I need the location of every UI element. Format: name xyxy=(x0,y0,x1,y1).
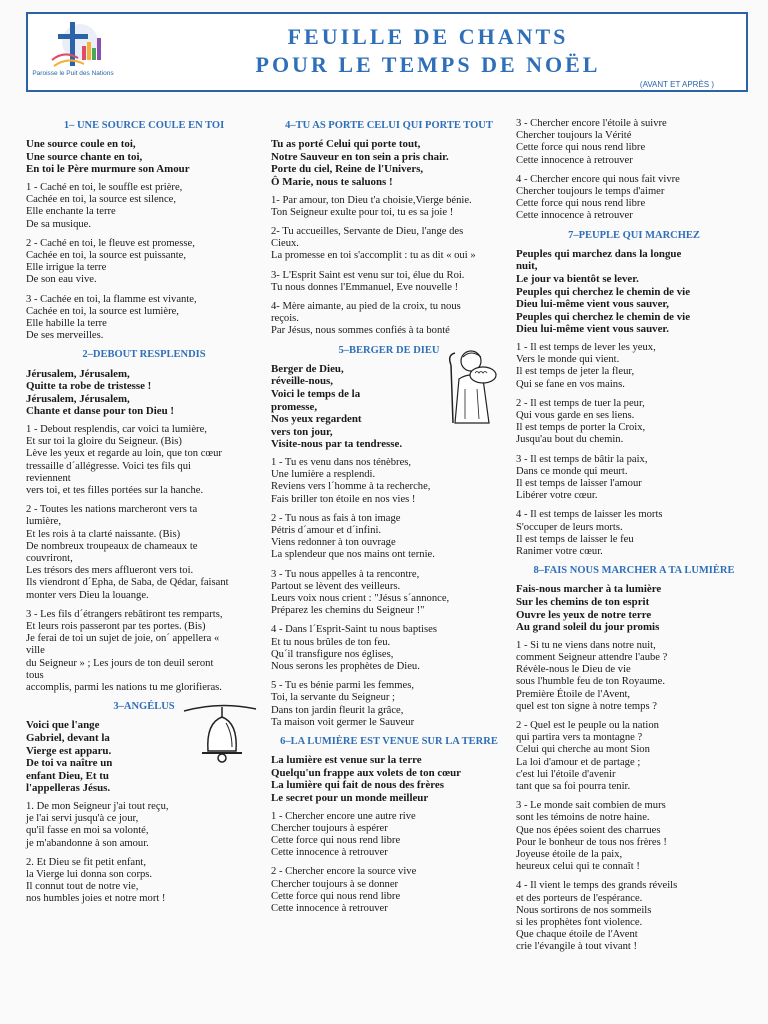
text-line: Toi, la servante du Seigneur ; xyxy=(271,692,395,704)
column-1 xyxy=(26,118,262,913)
logo-caption: Paroisse le Puit des Nations xyxy=(32,70,114,77)
text-line: Cette force qui nous rend libre xyxy=(516,142,646,154)
song-title: 8–FAIS NOUS MARCHER A TA LUMIÈRE xyxy=(533,565,735,577)
song-2 xyxy=(26,349,262,694)
text-line: 2 - Il est temps de tuer la peur, xyxy=(516,397,645,409)
text-line: Ta maison voit germer le Sauveur xyxy=(271,716,415,728)
song-verse xyxy=(26,182,262,231)
text-line: nos humbles joies et notre mort ! xyxy=(26,893,166,905)
text-line: Tu as porté Celui qui porte tout, xyxy=(271,138,421,151)
song-verses xyxy=(271,195,507,338)
text-line: accomplis, parmi les nations tu me glorifieras. xyxy=(26,682,222,694)
text-line: Visite-nous par ta tendresse. xyxy=(271,438,403,451)
text-line: sous l'humble feu de ton Royaume. xyxy=(516,676,666,688)
song-verse xyxy=(516,509,752,558)
text-line: La splendeur que nos mains ont ternie. xyxy=(271,549,435,561)
text-line: Cachée en toi, la source est puissante, xyxy=(26,250,187,261)
text-line: tous xyxy=(26,669,44,681)
song-verse xyxy=(26,294,262,343)
song-8 xyxy=(516,565,752,953)
text-line: Joyeuse étoile de la paix, xyxy=(516,849,623,861)
text-line: quel est ton signe à notre temps ? xyxy=(516,700,657,712)
song-verse xyxy=(271,624,507,673)
text-line: La lumière qui fait de nous des frères xyxy=(271,779,444,792)
text-line: De toi va naître un xyxy=(26,757,113,770)
text-line: Peuples qui cherchez le chemin de vie xyxy=(516,310,691,323)
song-refrain xyxy=(26,138,262,176)
text-line: Celui qui cherche au mont Sion xyxy=(516,744,650,756)
song-verse xyxy=(271,270,507,294)
text-line: Première Étoile de l'Avent, xyxy=(516,688,631,700)
song-title: 7–PEUPLE QUI MARCHEZ xyxy=(568,229,700,241)
text-line: La loi d'amour et de partage ; xyxy=(516,756,641,768)
text-line: Dieu lui-même vient vous sauver. xyxy=(516,323,669,336)
text-line: Sur les chemins de ton esprit xyxy=(516,596,650,609)
song-verse xyxy=(271,680,507,729)
song-title: 4–TU AS PORTE CELUI QUI PORTE TOUT xyxy=(285,120,493,131)
text-line: 3 - Tu nous appelles à ta rencontre, xyxy=(271,568,420,580)
text-line: c'est lui l'étoile d'avenir xyxy=(516,768,616,780)
song-verse xyxy=(271,301,507,338)
text-line: Cette innocence à retrouver xyxy=(271,903,388,915)
text-line: Qui se fane en vos mains. xyxy=(516,378,625,390)
song-verse xyxy=(516,454,752,503)
text-line: Ranimer votre cœur. xyxy=(516,546,603,558)
page-header xyxy=(26,12,748,92)
song-5 xyxy=(271,345,507,729)
song-verse xyxy=(26,801,262,850)
text-line: Quitte ta robe de tristesse ! xyxy=(26,380,152,393)
song-title: 3–ANGÉLUS xyxy=(113,701,175,713)
text-line: Cette force qui nous rend libre xyxy=(271,890,401,902)
text-line: promesse, xyxy=(271,400,318,413)
text-line: Cette innocence à retrouver xyxy=(516,154,633,166)
song-verse xyxy=(271,569,507,618)
text-line: Et tu nous brûles de ton feu. xyxy=(271,636,391,648)
song-verse xyxy=(271,811,507,860)
song-verse xyxy=(26,504,262,602)
text-line: qui partira vers ta montagne ? xyxy=(516,732,643,744)
text-line: De nombreux troupeaux de chameaux te xyxy=(26,540,198,552)
text-line: Tu nous donnes l'Emmanuel, Eve nouvelle ! xyxy=(271,281,459,293)
column-2 xyxy=(271,118,507,922)
text-line: couvriront, xyxy=(26,553,73,565)
text-line: 1. De mon Seigneur j'ai tout reçu, xyxy=(26,801,169,813)
song-verse xyxy=(516,174,752,223)
text-line: reviennent xyxy=(26,472,71,484)
text-line: 4 - Il vient le temps des grands réveils xyxy=(516,880,678,892)
text-line: Gabriel, devant la xyxy=(26,732,110,745)
text-line: 1- Par amour, ton Dieu t'a choisie,Vierge bénie. xyxy=(271,194,472,206)
text-line: Cachée en toi, la source est silence, xyxy=(26,194,177,206)
song-6-continued xyxy=(516,118,752,223)
text-line: Viens redonner à ton ouvrage xyxy=(271,537,396,549)
song-verse xyxy=(26,424,262,497)
text-line: 2. Et Dieu se fit petit enfant, xyxy=(26,856,147,868)
text-line: sont les témoins de notre haine. xyxy=(516,812,650,824)
text-line: Chercher toujours la Vérité xyxy=(516,130,632,142)
text-line: 2 - Toutes les nations marcheront vers ta xyxy=(26,504,198,516)
text-line: S'occuper de leurs morts. xyxy=(516,521,623,533)
song-verse xyxy=(26,609,262,694)
text-line: Qu´il transfigure nos églises, xyxy=(271,648,394,660)
text-line: Et sur toi la gloire du Seigneur. (Bis) xyxy=(26,436,182,448)
song-4 xyxy=(271,120,507,338)
text-line: De ses merveilles. xyxy=(26,330,104,342)
text-line: Qui vous garde en ses liens. xyxy=(516,410,635,421)
text-line: Cette innocence à retrouver xyxy=(516,210,633,222)
song-7 xyxy=(516,230,752,559)
text-line: Leurs voix nous crient : "Jésus s´annonce, xyxy=(271,593,450,604)
text-line: 3 - Il est temps de bâtir la paix, xyxy=(516,453,648,465)
text-line: Il est temps de porter la Croix, xyxy=(516,422,646,434)
text-line: Elle enchante la terre xyxy=(26,206,116,218)
text-line: Reviens vers l´homme à ta recherche, xyxy=(271,481,431,493)
text-line: Peuples qui marchez dans la longue xyxy=(516,247,682,260)
song-verse xyxy=(271,195,507,219)
song-verse xyxy=(516,720,752,793)
text-line: Chercher toujours le temps d'aimer xyxy=(516,186,665,198)
text-line: Dans ton jardin fleurit la grâce, xyxy=(271,704,404,716)
text-line: Par Jésus, nous sommes confiés à ta bonté xyxy=(271,325,450,337)
text-line: 4 - Il est temps de laisser les morts xyxy=(516,509,663,521)
text-line: Fais briller ton étoile en nos vies ! xyxy=(271,493,416,505)
page-subtitle: (AVANT ET APRÈS ) xyxy=(639,80,714,89)
text-line: Cieux. xyxy=(271,238,299,250)
text-line: 4 - Dans l´Esprit-Saint tu nous baptises xyxy=(271,624,437,636)
text-line: Je ferai de toi un sujet de joie, on´ appellera « xyxy=(26,633,220,645)
song-verse xyxy=(516,800,752,873)
text-line: Pour le bonheur de tous nos frères ! xyxy=(516,836,667,848)
song-verse xyxy=(516,640,752,713)
text-line: Chante et danse pour ton Dieu ! xyxy=(26,405,175,418)
text-line: Nous serons les prophètes de Dieu. xyxy=(271,661,420,673)
song-refrain xyxy=(26,368,262,418)
text-line: Que chaque étoile de l'Avent xyxy=(516,929,638,941)
text-line: Ô Marie, nous te saluons ! xyxy=(271,175,393,188)
text-line: Une source coule en toi, xyxy=(26,138,136,151)
song-title: 6–LA LUMIÈRE EST VENUE SUR LA TERRE xyxy=(280,736,498,748)
text-line: Jusqu'au bout du chemin. xyxy=(516,434,624,446)
text-line: Que nos épées soient des charrues xyxy=(516,824,661,836)
text-line: Il est temps de jeter la fleur, xyxy=(516,366,635,378)
text-line: Cette force qui nous rend libre xyxy=(271,835,401,847)
text-line: Voici que l'ange xyxy=(26,719,100,732)
song-verses xyxy=(516,640,752,954)
text-line: 1 - Si tu ne viens dans notre nuit, xyxy=(516,639,656,651)
song-verse xyxy=(26,238,262,287)
song-verse xyxy=(516,118,752,167)
song-verses xyxy=(516,342,752,558)
text-line: 2 - Quel est le peuple ou la nation xyxy=(516,720,659,732)
text-line: Une source chante en toi, xyxy=(26,150,143,163)
text-line: Partout se lèvent des veilleurs. xyxy=(271,580,401,592)
text-line: ville xyxy=(26,645,45,657)
text-line: Ton Seigneur exulte pour toi, tu es sa joie ! xyxy=(271,206,454,218)
text-line: Jérusalem, Jérusalem, xyxy=(26,367,130,380)
text-line: Berger de Dieu, xyxy=(271,362,344,375)
text-line: La lumière est venue sur la terre xyxy=(271,754,422,767)
text-line: 1 - Caché en toi, le souffle est prière, xyxy=(26,181,183,193)
text-line: Nos yeux regardent xyxy=(271,413,362,426)
text-line: Chercher toujours à se donner xyxy=(271,878,399,890)
text-line: vers toi, et tes filles portées sur la hanche. xyxy=(26,485,204,497)
text-line: Vierge est apparu. xyxy=(26,744,112,757)
text-line: enfant Dieu, Et tu xyxy=(26,769,109,782)
text-line: Quelqu'un frappe aux volets de ton cœur xyxy=(271,766,462,779)
text-line: Ils viendront d´Epha, de Saba, de Qédar, faisant xyxy=(26,577,229,589)
song-verses xyxy=(26,801,262,906)
text-line: nuit, xyxy=(516,260,538,273)
text-line: 4- Mère aimante, au pied de la croix, tu nous xyxy=(271,301,461,312)
text-line: réveille-nous, xyxy=(271,375,334,388)
text-line: Il est temps de laisser le feu xyxy=(516,533,634,545)
text-line: tressaille d´allégresse. Voici tes fils qui xyxy=(26,460,191,472)
text-line: vers ton jour, xyxy=(271,425,333,438)
song-verse xyxy=(271,866,507,915)
text-line: 3 - Cachée en toi, la flamme est vivante, xyxy=(26,293,197,305)
song-title: 1– UNE SOURCE COULE EN TOI xyxy=(63,120,225,131)
song-verses xyxy=(516,118,752,223)
text-line: Notre Sauveur en ton sein a pris chair. xyxy=(271,150,449,163)
text-line: l'appelleras Jésus. xyxy=(26,782,111,795)
song-verses xyxy=(271,811,507,916)
song-refrain xyxy=(271,138,507,188)
text-line: En toi le Père murmure son Amour xyxy=(26,163,190,176)
text-line: Une lumière a resplendi. xyxy=(271,469,376,481)
text-line: 1 - Il est temps de lever les yeux, xyxy=(516,341,656,353)
text-line: 3 - Les fils d´étrangers rebâtiront tes remparts, xyxy=(26,608,223,620)
text-line: Vers le monde qui vient. xyxy=(516,354,620,366)
song-verse xyxy=(271,513,507,562)
page-title-line1: FEUILLE DE CHANTS xyxy=(287,24,569,49)
song-title: 5–BERGER DE DIEU xyxy=(338,344,440,356)
text-line: 5 - Tu es bénie parmi les femmes, xyxy=(271,680,414,692)
text-line: du Seigneur » ; Les jours de ton deuil seront xyxy=(26,657,214,669)
text-line: Elle irrigue la terre xyxy=(26,262,107,274)
text-line: Et leurs rois passeront par tes portes. (Bis) xyxy=(26,621,206,633)
song-verse xyxy=(271,457,507,506)
text-line: Lève les yeux et regarde au loin, que ton cœur xyxy=(26,448,222,460)
text-line: Nous sortirons de nos sommeils xyxy=(516,904,652,916)
text-line: reçois. xyxy=(271,313,299,325)
song-verses xyxy=(26,424,262,694)
text-line: De sa musique. xyxy=(26,218,92,230)
text-line: 1 - Tu es venu dans nos ténèbres, xyxy=(271,456,412,468)
text-line: la Vierge lui donna son corps. xyxy=(26,869,153,881)
text-line: 2- Tu accueilles, Servante de Dieu, l'ange des xyxy=(271,225,464,237)
text-line: crie l'évangile à tout vivant ! xyxy=(516,941,638,953)
text-line: De son eau vive. xyxy=(26,274,97,286)
text-line: et des porteurs de l'espérance. xyxy=(516,892,643,904)
text-line: Porte du ciel, Reine de l'Univers, xyxy=(271,163,424,176)
text-line: Chercher toujours à espérer xyxy=(271,822,388,834)
song-refrain xyxy=(271,754,507,804)
text-line: La promesse en toi s'accomplit : tu as dit « oui » xyxy=(271,250,476,262)
text-line: Et les rois à ta clarté naissante. (Bis) xyxy=(26,528,181,540)
text-line: Le jour va bientôt se lever. xyxy=(516,273,639,286)
text-line: qu'il fasse en moi sa volonté, xyxy=(26,825,149,837)
bell-icon xyxy=(182,703,258,767)
text-line: monter vers Dieu la louange. xyxy=(26,589,149,601)
text-line: Les trésors des mers afflueront vers toi. xyxy=(26,565,194,577)
text-line: tant que sa foi pourra tenir. xyxy=(516,781,631,793)
song-title: 2–DEBOUT RESPLENDIS xyxy=(82,349,206,361)
page-title-line2: POUR LE TEMPS DE NOËL xyxy=(255,52,601,77)
song-1 xyxy=(26,120,262,342)
text-line: Il est temps de laisser l'amour xyxy=(516,478,642,490)
song-verse xyxy=(516,880,752,953)
shepherd-icon xyxy=(441,345,503,425)
song-verses xyxy=(271,457,507,729)
text-line: Ouvre les yeux de notre terre xyxy=(516,608,652,621)
text-line: Dieu lui-même vient vous sauver, xyxy=(516,298,669,311)
song-verse xyxy=(516,398,752,447)
text-line: heureux celui qui te connaît ! xyxy=(516,861,640,873)
song-3 xyxy=(26,701,262,905)
text-line: Jérusalem, Jérusalem, xyxy=(26,392,130,405)
song-verse xyxy=(271,226,507,263)
text-line: Au grand soleil du jour promis xyxy=(516,621,660,634)
song-verses xyxy=(26,182,262,342)
text-line: 2 - Tu nous as fais à ton image xyxy=(271,512,401,524)
text-line: Cachée en toi, la source est lumière, xyxy=(26,305,179,317)
text-line: lumière, xyxy=(26,516,62,528)
text-line: si les prophètes font violence. xyxy=(516,917,643,929)
text-line: Cette innocence à retrouver xyxy=(271,847,388,859)
text-line: Le secret pour un monde meilleur xyxy=(271,792,429,805)
text-line: Fais-nous marcher à ta lumière xyxy=(516,583,662,596)
song-refrain xyxy=(516,248,752,336)
text-line: Elle habille la terre xyxy=(26,318,107,330)
text-line: 2 - Chercher encore la source vive xyxy=(271,866,417,878)
column-3 xyxy=(516,118,752,961)
song-verse xyxy=(26,857,262,906)
text-line: 2 - Caché en toi, le fleuve est promesse, xyxy=(26,237,195,249)
text-line: comment Seigneur attendre l'aube ? xyxy=(516,652,668,664)
text-line: Il connut tout de notre vie, xyxy=(26,881,139,893)
text-line: 3- L'Esprit Saint est venu sur toi, élue du Roi. xyxy=(271,269,465,281)
text-line: Peuples qui cherchez le chemin de vie xyxy=(516,285,691,298)
text-line: 1 - Chercher encore une autre rive xyxy=(271,810,416,822)
text-line: 3 - Chercher encore l'étoile à suivre xyxy=(516,118,667,129)
text-line: Libérer votre cœur. xyxy=(516,490,598,502)
text-line: Cette force qui nous rend libre xyxy=(516,198,646,210)
text-line: Dans ce monde qui meurt. xyxy=(516,465,628,477)
text-line: je m'abandonne à son amour. xyxy=(26,837,149,849)
text-line: Voici le temps de la xyxy=(271,388,361,400)
song-6 xyxy=(271,736,507,915)
text-line: Révèle-nous le Dieu de vie xyxy=(516,664,631,676)
text-line: je l'ai servi jusqu'à ce jour, xyxy=(26,813,139,825)
text-line: Préparez les chemins du Seigneur !" xyxy=(271,605,425,617)
text-line: Pétris d´amour et d´infini. xyxy=(271,524,382,536)
text-line: 3 - Le monde sait combien de murs xyxy=(516,800,666,812)
song-verse xyxy=(516,342,752,391)
text-line: 1 - Debout resplendis, car voici ta lumière, xyxy=(26,424,207,435)
song-refrain xyxy=(516,583,752,633)
text-line: 4 - Chercher encore qui nous fait vivre xyxy=(516,173,680,185)
